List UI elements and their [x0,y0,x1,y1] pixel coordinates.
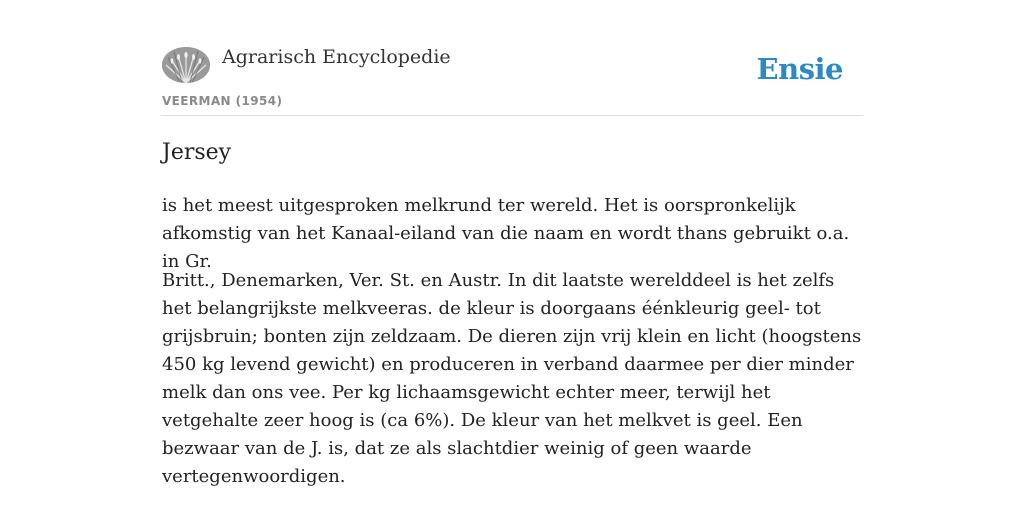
page [162,0,862,487]
entry-paragraph-2: Britt., Denemarken, Ver. St. en Austr. In dit laatste werelddeel is het zelfs het belangrijkste melkveeras. de kleur is doorgaans éénkleurig geel- tot grijsbruin; bonten zijn zeldzaam. De dieren zijn vrij klein en licht (hoogstens 450 kg levend gewicht) en produceren in verband daarmee per dier minder melk dan ons vee. Per kg lichaamsgewicht echter meer, terwijl het vetgehalte zeer hoog is (ca 6%). De kleur van het melkvet is geel. Een bezwaar van de J. is, dat ze als slachtdier weinig of geen waarde vertegenwoordigen. [162,270,862,487]
header [162,0,862,116]
wheat-logo-icon[interactable] [162,47,210,83]
author-label[interactable]: VEERMAN (1954) [162,94,283,108]
brand-logo-link[interactable]: Ensie [756,52,843,86]
book-title[interactable]: Agrarisch Encyclopedie [222,46,451,68]
entry-paragraph-1: is het meest uitgesproken melkrund ter wereld. Het is oorspronkelijk afkomstig van het Kanaal-eiland van die naam en wordt thans gebruikt o.a. in Gr. [162,195,850,272]
entry-title: Jersey [162,140,232,165]
